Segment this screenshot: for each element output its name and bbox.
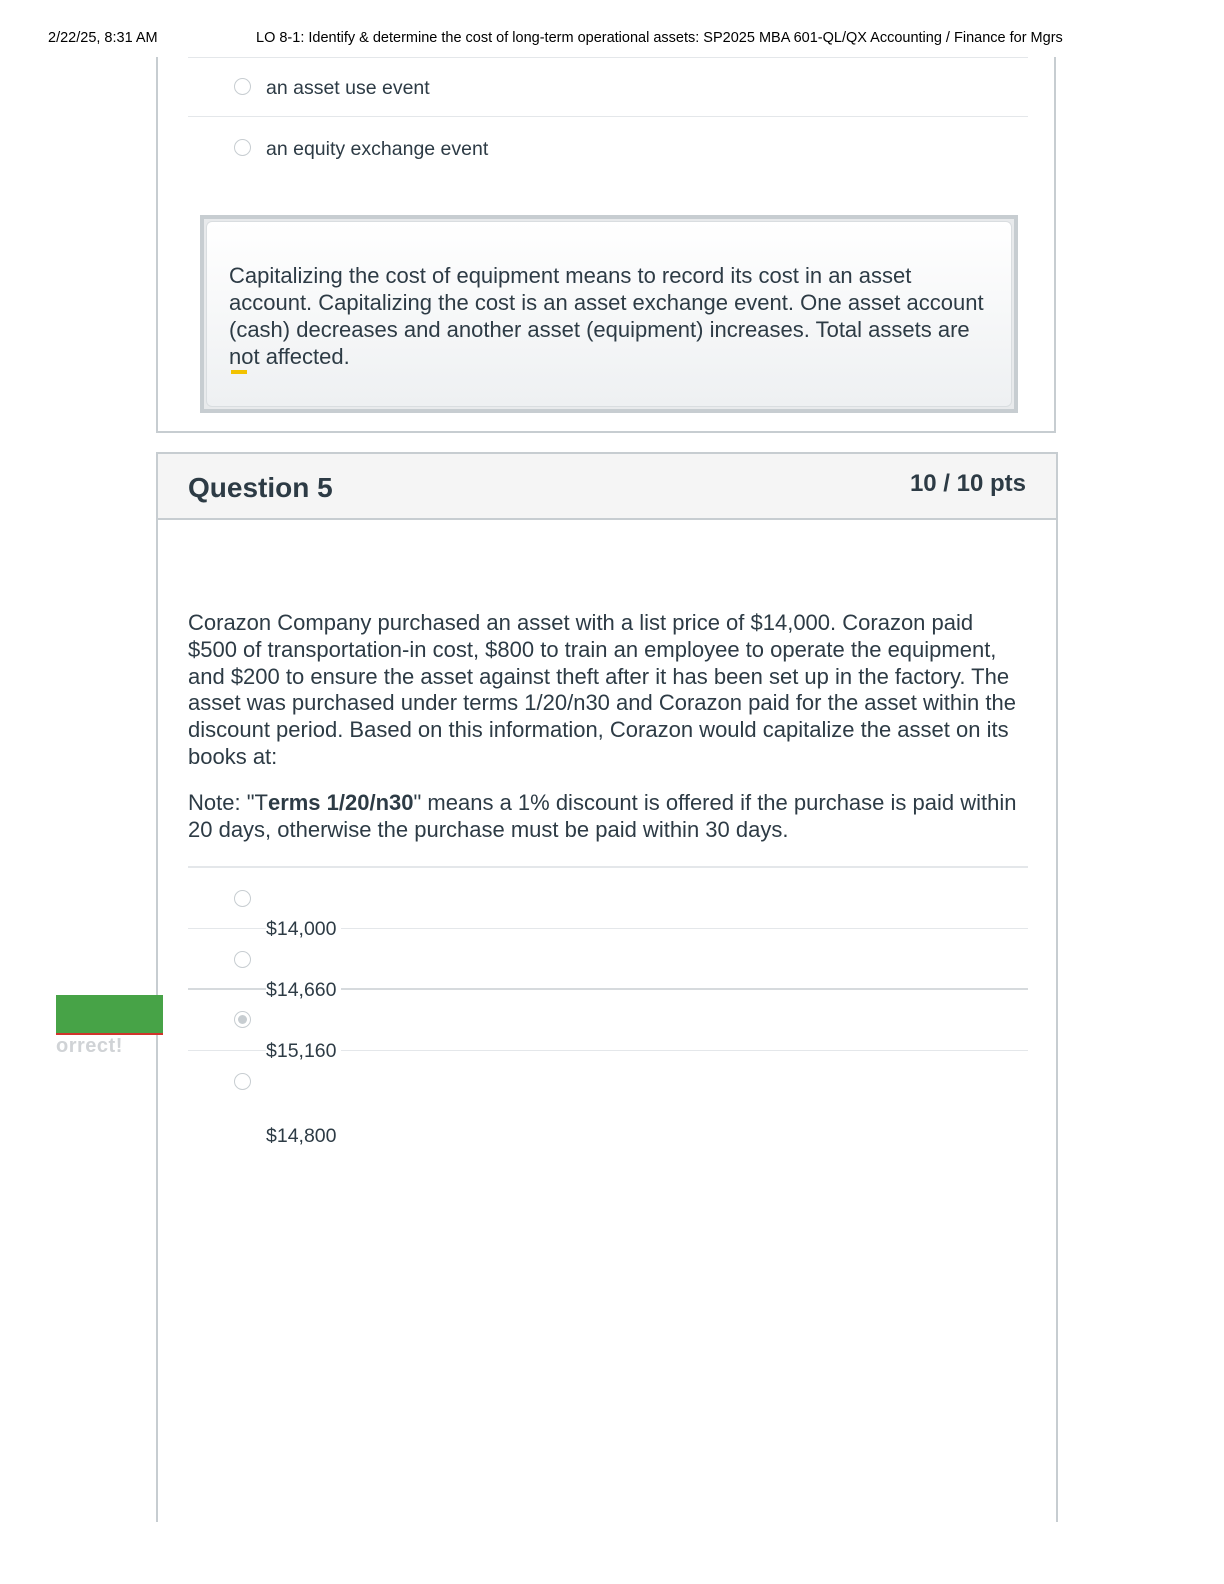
question-title: Question 5 [188,472,333,503]
question-card [156,452,1058,1522]
answer-label: an equity exchange event [266,138,489,160]
answer-label[interactable]: $14,800 [266,1125,341,1148]
answer-radio[interactable] [234,890,251,907]
print-date: 2/22/25, 8:31 AM [48,30,158,46]
answer-comment-text: Capitalizing the cost of equipment means to record its cost in an asset account. Capitalizing the cost is an asset exchange event. One asset account (cash) decreases and another asset (equipment) increases. Total assets are not affected. [229,263,984,369]
correct-answer-flag [56,995,163,1035]
print-page-title: LO 8-1: Identify & determine the cost of long-term operational assets: SP2025 MBA 601-QL/QX Accounting / Finance for Mgrs [256,30,1063,46]
answer-label: an asset use event [266,77,430,99]
answer-radio-selected[interactable] [234,1011,251,1028]
answer-option[interactable] [188,118,1028,178]
question-points: 10 / 10 pts [909,470,1026,497]
question-note [188,790,1018,844]
question-divider [188,866,1028,868]
answer-comment-box [200,215,1018,413]
answer-label[interactable]: $14,660 [266,979,341,1002]
answer-radio[interactable] [234,1073,251,1090]
answer-comment-panel [206,221,1012,407]
question-header [158,454,1056,520]
answer-option[interactable] [188,57,1028,117]
answer-label[interactable]: $15,160 [266,1040,341,1063]
note-prefix: Note: "T [188,790,268,815]
comment-marker [231,370,247,374]
note-bold-term: erms 1/20/n30 [267,790,414,815]
answer-radio[interactable] [234,139,251,156]
previous-question-card [156,57,1056,433]
correct-answer-label: orrect! [56,1035,123,1057]
answer-label[interactable]: $14,000 [266,918,341,941]
question-text: Corazon Company purchased an asset with a list price of $14,000. Corazon paid $500 of transportation-in cost, $800 to train an employee to operate the equipment, and $200 to ensure the asset against theft after it has been set up in the factory. The asset was purchased under terms 1/20/n30 and Corazon paid for the asset within the discount period. Based on this information, Corazon would capitalize the asset on its books at: [188,610,1016,769]
note-suffix: " means a 1% discount is offered if the purchase is paid within 20 days, otherwise the purchase must be paid within 30 days. [188,790,1017,842]
answer-radio[interactable] [234,78,251,95]
answer-radio[interactable] [234,951,251,968]
print-header [0,30,1224,50]
